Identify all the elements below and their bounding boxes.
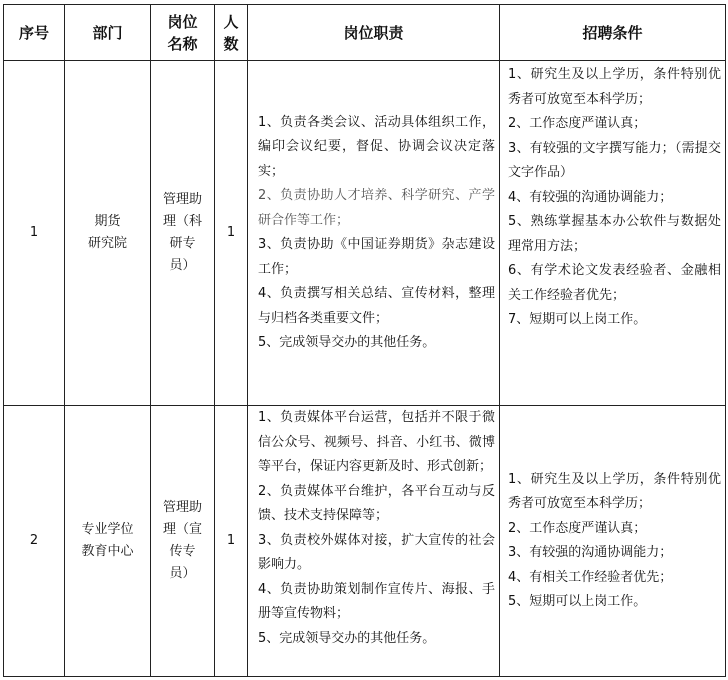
header-requirements: 招聘条件 xyxy=(500,5,726,61)
duties-cell xyxy=(248,406,500,677)
duty-item: 1、负责各类会议、活动具体组织工作，编印会议纪要，督促、协调会议决定落实； xyxy=(258,114,495,179)
requirements-cell xyxy=(500,406,726,677)
duty-item: 4、负责撰写相关总结、宣传材料，整理与归档各类重要文件； xyxy=(258,286,495,326)
header-duties: 岗位职责 xyxy=(248,5,500,61)
duty-item: 5、完成领导交办的其他任务。 xyxy=(258,335,436,350)
post-line: 传专 xyxy=(169,544,196,559)
header-post-line: 岗位 xyxy=(167,12,198,31)
requirements-cell xyxy=(500,61,726,406)
table-row xyxy=(4,406,726,677)
duty-item: 4、负责协助策划制作宣传片、海报、手册等宣传物料； xyxy=(258,581,495,621)
requirement-item: 5、短期可以上岗工作。 xyxy=(508,594,647,609)
dept-cell xyxy=(65,406,151,677)
header-count xyxy=(215,5,248,61)
count-cell: 1 xyxy=(215,406,248,677)
post-line: 管理助 xyxy=(162,192,202,207)
header-post-line: 名称 xyxy=(167,34,198,53)
dept-line: 教育中心 xyxy=(81,544,134,559)
dept-line: 期货 xyxy=(94,214,121,229)
dept-line: 研究院 xyxy=(87,236,127,251)
post-line: 理（科 xyxy=(162,214,202,229)
requirement-item: 2、工作态度严谨认真； xyxy=(508,116,647,131)
requirement-item: 1、研究生及以上学历，条件特别优秀者可放宽至本科学历； xyxy=(508,67,721,107)
header-count-line: 数 xyxy=(223,34,239,53)
requirement-item: 4、有较强的沟通协调能力； xyxy=(508,189,673,205)
seq-cell: 1 xyxy=(4,61,65,406)
requirement-item: 7、短期可以上岗工作。 xyxy=(508,312,647,327)
recruitment-table xyxy=(3,4,726,677)
count-cell: 1 xyxy=(215,61,248,406)
post-cell xyxy=(151,61,215,406)
post-line: 研专 xyxy=(169,236,196,251)
requirement-item: 2、工作态度严谨认真； xyxy=(508,520,647,536)
post-line: 员） xyxy=(169,258,196,273)
duty-item: 5、完成领导交办的其他任务。 xyxy=(258,630,436,646)
duty-item: 3、负责协助《中国证券期货》杂志建设工作； xyxy=(258,237,495,277)
duties-cell xyxy=(248,61,500,406)
duty-item: 1、负责媒体平台运营，包括并不限于微信公众号、视频号、抖音、小红书、微博等平台，保证内容更新及时、形式创新； xyxy=(258,410,495,474)
duty-item: 2、负责协助人才培养、科学研究、产学研合作等工作； xyxy=(258,188,495,228)
requirement-item: 3、有较强的文字撰写能力；（需提交文字作品） xyxy=(508,140,721,180)
requirement-item: 4、有相关工作经验者优先； xyxy=(508,569,673,585)
header-dept: 部门 xyxy=(65,5,151,61)
post-line: 理（宣 xyxy=(162,522,202,537)
header-post xyxy=(151,5,215,61)
header-count-line: 人 xyxy=(223,12,239,31)
seq-cell: 2 xyxy=(4,406,65,677)
duty-item: 2、负责媒体平台维护，各平台互动与反馈、技术支持保障等； xyxy=(258,483,495,523)
post-cell xyxy=(151,406,215,677)
requirement-item: 1、研究生及以上学历，条件特别优秀者可放宽至本科学历； xyxy=(508,471,721,511)
post-line: 员） xyxy=(169,566,196,581)
duty-item: 3、负责校外媒体对接，扩大宣传的社会影响力。 xyxy=(258,532,495,572)
requirement-item: 5、熟练掌握基本办公软件与数据处理常用方法； xyxy=(508,214,721,254)
header-row xyxy=(4,5,726,61)
dept-line: 专业学位 xyxy=(81,522,134,537)
dept-cell xyxy=(65,61,151,406)
header-seq: 序号 xyxy=(4,5,65,61)
table-row xyxy=(4,61,726,406)
requirement-item: 3、有较强的沟通协调能力； xyxy=(508,545,673,560)
requirement-item: 6、有学术论文发表经验者、金融相关工作经验者优先； xyxy=(508,263,721,303)
post-line: 管理助 xyxy=(162,500,202,515)
